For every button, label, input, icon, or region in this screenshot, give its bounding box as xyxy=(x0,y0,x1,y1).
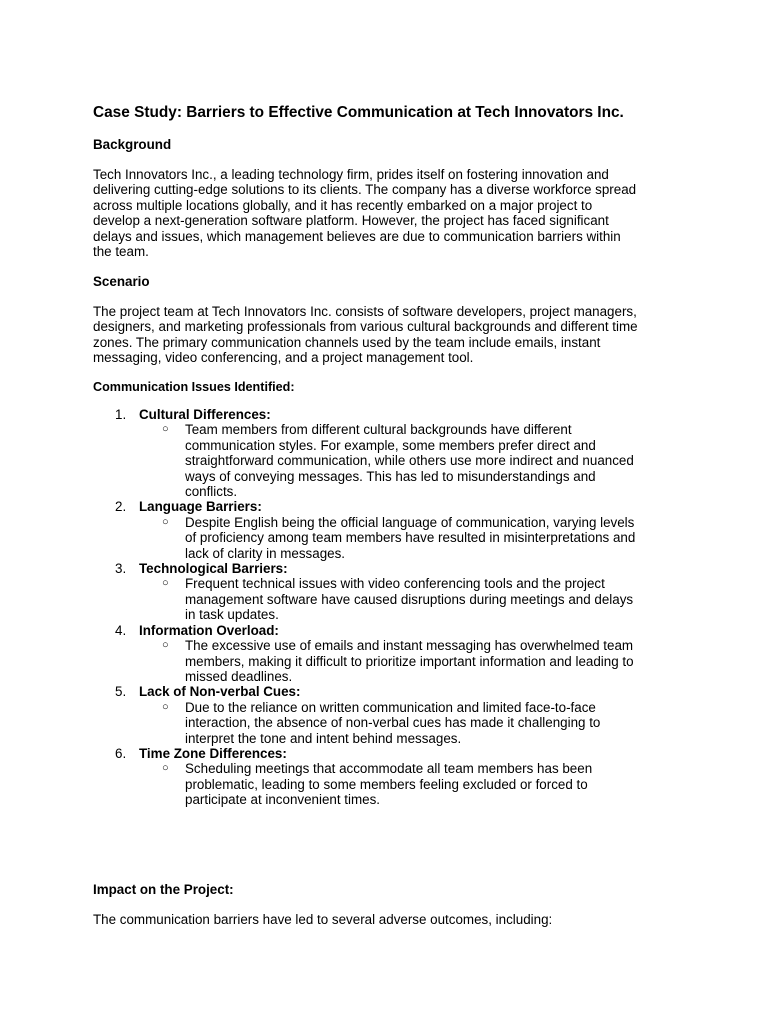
list-number: 5. xyxy=(115,684,127,700)
hollow-bullet-icon: ○ xyxy=(162,515,169,528)
paragraph-line: across multiple locations globally, and it has recently embarked on a major project to xyxy=(93,197,593,213)
issue-label: Lack of Non-verbal Cues: xyxy=(139,684,301,700)
impact-paragraph xyxy=(93,912,678,927)
description-line: Due to the reliance on written communication and limited face-to-face xyxy=(185,699,596,715)
issue-item-time-zone-differences xyxy=(93,746,693,808)
scenario-paragraph xyxy=(93,304,678,366)
description-line: in task updates. xyxy=(185,607,279,623)
issue-label: Information Overload: xyxy=(139,622,279,638)
description-line: interpret the tone and intent behind messages. xyxy=(185,730,462,746)
hollow-bullet-icon: ○ xyxy=(162,577,169,590)
list-number: 1. xyxy=(115,407,127,422)
hollow-bullet-icon: ○ xyxy=(162,762,169,775)
issue-item-non-verbal-cues xyxy=(93,684,693,746)
description-line: problematic, leading to some members feeling excluded or forced to xyxy=(185,776,588,792)
hollow-bullet-icon: ○ xyxy=(162,423,169,436)
paragraph-line: develop a next-generation software platform. However, the project has faced significant xyxy=(93,213,609,229)
issues-list xyxy=(93,407,693,808)
issues-heading: Communication Issues Identified: xyxy=(93,380,295,394)
paragraph-line: delays and issues, which management believes are due to communication barriers within xyxy=(93,228,621,244)
description-line: The excessive use of emails and instant messaging has overwhelmed team xyxy=(185,638,634,654)
description-line: ways of conveying messages. This has led to misunderstandings and xyxy=(185,468,596,484)
description-line: management software have caused disruptions during meetings and delays xyxy=(185,591,634,607)
background-paragraph xyxy=(93,167,678,259)
paragraph-line: messaging, video conferencing, and a project management tool. xyxy=(93,350,474,366)
hollow-bullet-icon: ○ xyxy=(162,700,169,713)
issue-item-information-overload xyxy=(93,623,693,685)
paragraph-line: delivering cutting-edge solutions to its clients. The company has a diverse workforce spread xyxy=(93,182,637,198)
background-heading: Background xyxy=(93,137,172,152)
description-line: members, making it difficult to prioritize important information and leading to xyxy=(185,653,634,669)
description-line: Despite English being the official language of communication, varying levels xyxy=(185,514,635,530)
description-line: communication styles. For example, some members prefer direct and xyxy=(185,437,596,453)
issue-description xyxy=(162,576,693,623)
issue-description xyxy=(162,699,693,746)
description-line: of proficiency among team members have resulted in misinterpretations and xyxy=(185,530,636,546)
document-title: Case Study: Barriers to Effective Communication at Tech Innovators Inc. xyxy=(93,104,624,121)
paragraph-line: designers, and marketing professionals from various cultural backgrounds and different time xyxy=(93,319,638,335)
issue-item-cultural-differences xyxy=(93,407,693,499)
paragraph-line: Tech Innovators Inc., a leading technology firm, prides itself on fostering innovation and xyxy=(93,167,609,182)
description-line: Scheduling meetings that accommodate all team members has been xyxy=(185,761,593,777)
issue-description xyxy=(162,514,693,561)
hollow-bullet-icon: ○ xyxy=(162,639,169,652)
issue-item-technological-barriers xyxy=(93,561,693,623)
paragraph-line: The project team at Tech Innovators Inc. consists of software developers, project managers, xyxy=(93,304,637,319)
issue-label: Cultural Differences: xyxy=(139,407,271,422)
issue-item-language-barriers xyxy=(93,499,693,561)
issue-label: Technological Barriers: xyxy=(139,561,288,577)
issue-label: Language Barriers: xyxy=(139,499,262,515)
paragraph-line: zones. The primary communication channels used by the team include emails, instant xyxy=(93,334,601,350)
issue-description xyxy=(162,638,693,684)
issue-label: Time Zone Differences: xyxy=(139,745,287,761)
list-number: 6. xyxy=(115,745,127,761)
description-line: missed deadlines. xyxy=(185,668,293,684)
description-line: interaction, the absence of non-verbal cues has made it challenging to xyxy=(185,715,601,731)
issue-description xyxy=(162,761,693,808)
description-line: straightforward communication, while others use more indirect and nuanced xyxy=(185,453,634,469)
list-number: 4. xyxy=(115,622,127,638)
list-number: 3. xyxy=(115,561,127,577)
paragraph-line: The communication barriers have led to several adverse outcomes, including: xyxy=(93,912,553,927)
issue-description xyxy=(162,422,693,500)
description-line: Team members from different cultural backgrounds have different xyxy=(185,422,572,438)
list-number: 2. xyxy=(115,499,127,515)
scenario-heading: Scenario xyxy=(93,274,150,289)
description-line: participate at inconvenient times. xyxy=(185,792,381,808)
impact-heading: Impact on the Project: xyxy=(93,882,234,897)
paragraph-line: the team. xyxy=(93,244,149,260)
description-line: Frequent technical issues with video conferencing tools and the project xyxy=(185,576,605,592)
description-line: lack of clarity in messages. xyxy=(185,545,346,561)
description-line: conflicts. xyxy=(185,484,238,500)
